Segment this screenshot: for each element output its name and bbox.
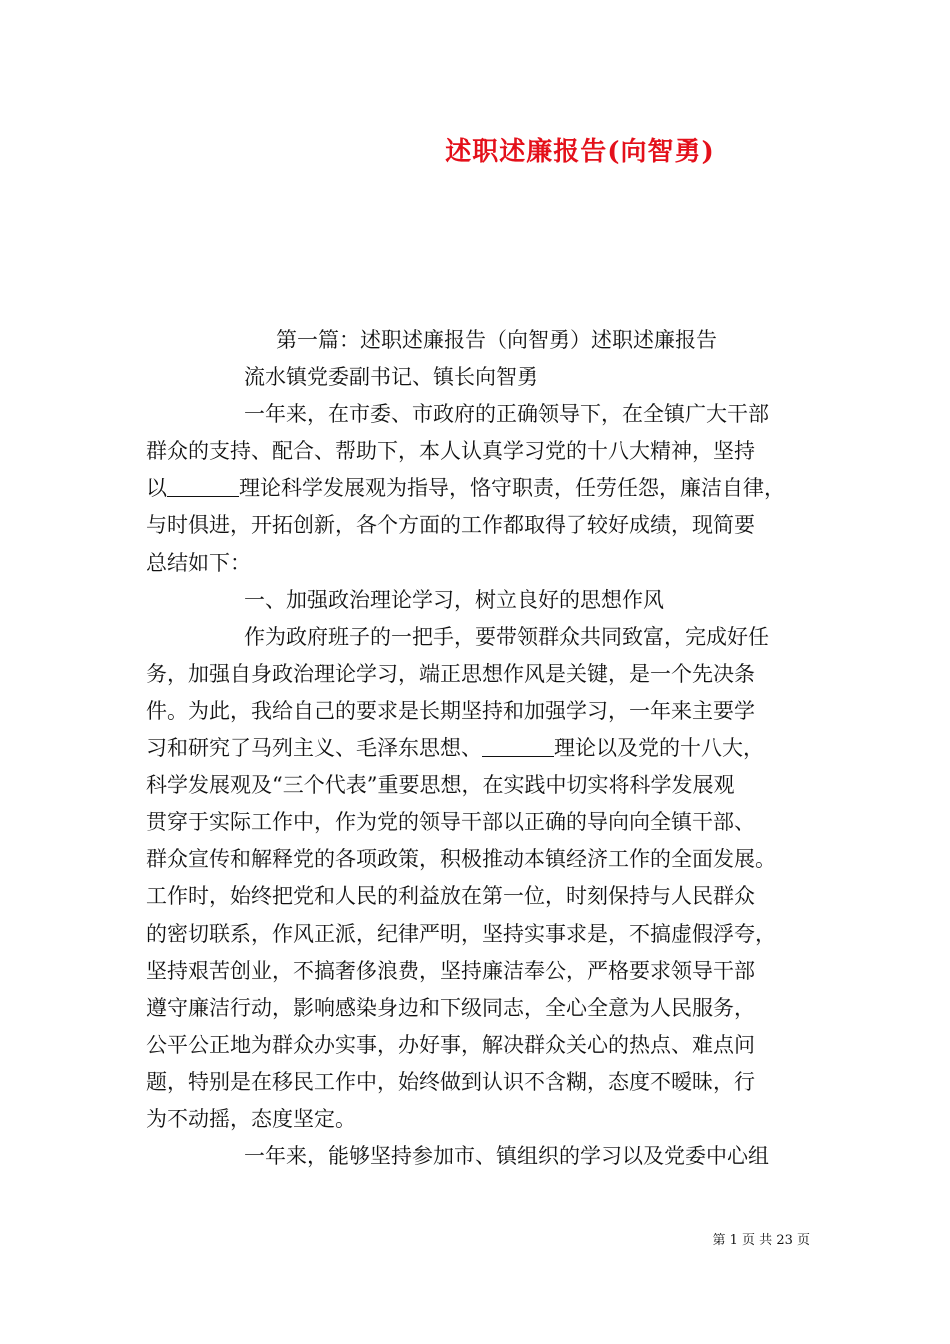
page-number: 第 1 页 共 23 页 [712, 1233, 810, 1248]
author-line: 流水镇党委副书记、镇长向智勇 [244, 365, 538, 390]
paragraph-line [146, 730, 816, 767]
paragraph-line: 坚持艰苦创业，不搞奢侈浪费，坚持廉洁奉公，严格要求领导干部 [146, 958, 755, 983]
paragraph-line [146, 470, 816, 507]
paragraph-line: 与时俱进，开拓创新，各个方面的工作都取得了较好成绩，现简要 [146, 513, 755, 538]
paragraph-line: 遵守廉洁行动，影响感染身边和下级同志，全心全意为人民服务， [146, 995, 755, 1020]
text-segment: 习和研究了马列主义、毛泽东思想、 [146, 736, 482, 761]
paragraph-line: 工作时，始终把党和人民的利益放在第一位，时刻保持与人民群众 [146, 884, 755, 909]
paragraph-line: 务，加强自身政治理论学习，端正思想作风是关键，是一个先决条 [146, 661, 755, 686]
paragraph-line: 贯穿于实际工作中，作为党的领导干部以正确的导向向全镇干部、 [146, 810, 755, 835]
paragraph-line: 为不动摇，态度坚定。 [146, 1106, 356, 1131]
text-segment: 理论以及党的十八大， [554, 736, 764, 761]
paragraph-line: 一年来，能够坚持参加市、镇组织的学习以及党委中心组 [244, 1144, 769, 1169]
paragraph-line: 群众的支持、配合、帮助下，本人认真学习党的十八大精神，坚持 [146, 439, 755, 464]
section-heading: 一、加强政治理论学习，树立良好的思想作风 [244, 587, 664, 612]
page-title: 述职述廉报告(向智勇) [445, 137, 715, 167]
text-segment: 以 [146, 476, 167, 501]
blank-underline [167, 476, 239, 497]
text-segment: 理论科学发展观为指导，恪守职责，任劳任怨，廉洁自律， [239, 476, 785, 501]
blank-underline [482, 736, 554, 757]
paragraph-line: 一年来，在市委、市政府的正确领导下，在全镇广大干部 [244, 402, 769, 427]
paragraph-line: 科学发展观及“三个代表”重要思想，在实践中切实将科学发展观 [146, 773, 735, 798]
paragraph-line: 件。为此，我给自己的要求是长期坚持和加强学习，一年来主要学 [146, 698, 755, 723]
section-heading: 第一篇：述职述廉报告（向智勇）述职述廉报告 [276, 328, 717, 352]
paragraph-line: 总结如下： [146, 550, 251, 575]
document-body [146, 322, 816, 1175]
paragraph-line: 题，特别是在移民工作中，始终做到认识不含糊，态度不暧昧，行 [146, 1069, 755, 1094]
paragraph-line: 公平公正地为群众办实事，办好事，解决群众关心的热点、难点问 [146, 1032, 755, 1057]
paragraph-line: 群众宣传和解释党的各项政策，积极推动本镇经济工作的全面发展。 [146, 847, 776, 872]
paragraph-line: 作为政府班子的一把手，要带领群众共同致富，完成好任 [244, 624, 769, 649]
paragraph-line: 的密切联系，作风正派，纪律严明，坚持实事求是，不搞虚假浮夸， [146, 921, 776, 946]
